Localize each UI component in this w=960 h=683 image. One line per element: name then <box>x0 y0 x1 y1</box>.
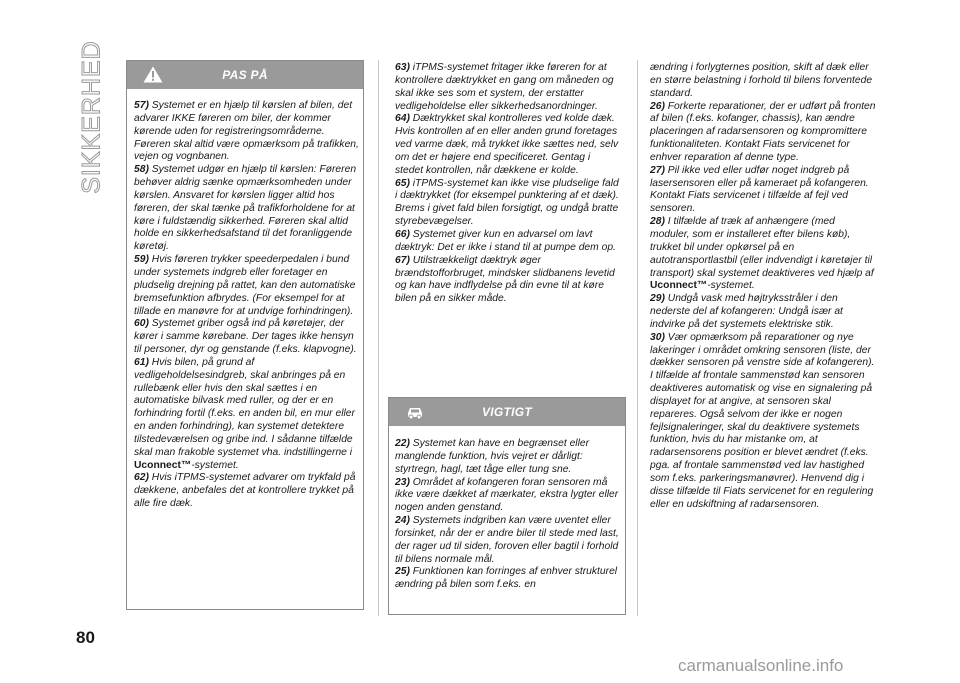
note-item <box>395 229 621 255</box>
note-body: Systemet er en hjælp til kørslen af bilen, det advarer IKKE føreren om biler, der kommer kørende uden for registreringsområderne. Føreren skal altid være opmærksom på trafikken, vejen og vognbanen. <box>134 100 359 163</box>
note-body: Systemet giver kun en advarsel om lavt dæktryk: Det er ikke i stand til at pumpe dem op. <box>395 228 616 253</box>
note-item <box>395 477 621 516</box>
note-number: 26) <box>650 100 665 112</box>
note-number: 24) <box>395 515 410 527</box>
note-number: 28) <box>650 216 665 228</box>
note-item <box>650 332 876 512</box>
note-item <box>134 254 360 318</box>
note-tail: -systemet. <box>191 459 239 471</box>
note-number: 60) <box>134 318 149 330</box>
note-number: 27) <box>650 164 665 176</box>
page-number: 80 <box>76 628 95 647</box>
warning-box-title: PAS PÅ <box>222 68 268 82</box>
note-item <box>395 62 621 113</box>
note-body: iTPMS-systemet fritager ikke føreren for at kontrollere dæktrykket en gang om måneden og skal ikke ses som et system, der erstatter vedligeholdelse eller sikkerhedsanordninger. <box>395 62 614 112</box>
note-number: 29) <box>650 293 665 305</box>
note-body: Hvis iTPMS-systemet advarer om trykfald på dækkene, anbefales det at kontrollere trykket på alle fire dæk. <box>134 472 356 510</box>
note-item <box>650 216 876 293</box>
warning-box-header <box>127 61 363 89</box>
note-item <box>134 100 360 164</box>
note-body: Forkerte reparationer, der er udført på fronten af bilen (f.eks. kofanger, chassis), kan ændre placeringen af radarsensoren og kompromittere funktionaliteten. Kontakt Fiats servicenet for enhver reparation af denne type. <box>650 100 876 163</box>
note-item <box>650 165 876 216</box>
note-number: 22) <box>395 438 410 449</box>
brand-name: Uconnect™ <box>650 280 708 292</box>
note-number: 64) <box>395 113 410 125</box>
note-body: Systemet udgør en hjælp til kørslen: Føreren behøver aldrig sænke opmærksomheden under kørslen. Ansvaret for kørslen ligger altid hos føreren, der skal tænke på trafikforholdene for at køre i fuldstændig sikkerhed. Føreren skal altid holde en sikkerhedsafstand til det foranliggende køretøj. <box>134 164 357 253</box>
note-body: Området af kofangeren foran sensoren må ikke være dækket af mærkater, ekstra lygter eller nogen anden genstand. <box>395 476 619 514</box>
note-number: 66) <box>395 228 410 240</box>
note-item <box>395 438 621 477</box>
important-box-title: VIGTIGT <box>481 405 533 419</box>
section-tab <box>77 40 106 194</box>
note-item <box>395 113 621 177</box>
column-separator-2 <box>637 60 638 616</box>
note-number: 23) <box>395 476 410 488</box>
note-body: Systemet kan have en begrænset eller manglende funktion, hvis vejret er dårligt: styrtregn, hagl, tæt tåge eller tung sne. <box>395 438 590 475</box>
note-number: 63) <box>395 62 410 73</box>
warning-box-text <box>134 100 360 511</box>
note-number: 62) <box>134 472 149 484</box>
note-body: Funktionen kan forringes af enhver strukturel ændring på bilen som f.eks. en <box>395 566 618 591</box>
note-item <box>134 318 360 357</box>
note-number: 67) <box>395 254 410 266</box>
note-number: 59) <box>134 254 149 266</box>
note-item <box>134 472 360 511</box>
note-item <box>395 515 621 566</box>
column-2-text <box>395 62 621 306</box>
note-body: I tilfælde af træk af anhængere (med moduler, som er installeret efter bilens køb), trukket bil under opkørsel på en autotransportlastbil (eller indvendigt i køretøjer til transport) skal systemet deaktiveres ved hjælp af <box>650 216 874 279</box>
note-body: Systemets indgriben kan være uventet eller forsinket, når der er andre biler til stede med last, der rager ud til siden, foroven eller bagtil i forhold til bilens normale mål. <box>395 515 619 565</box>
note-item <box>395 178 621 229</box>
note-body: ændring i forlygternes position, skift af dæk eller en større belastning i forhold til bilens forventede standard. <box>650 62 873 99</box>
note-number: 58) <box>134 164 149 176</box>
note-body: Vær opmærksom på reparationer og nye lakeringer i området omkring sensoren (liste, der dækker sensoren på venstre side af kofangeren). I tilfælde af frontale sammenstød kan sensoren deaktiveres automatisk og vise en signalering på displayet for at angive, at sensoren skal repareres. Også selvom der ikke er nogen fejlsignaleringer, skal du deaktivere systemets funktion, hvis du har mistanke om, at radarsensorens position er blevet ændret (f.eks. pga. af frontale sammenstød ved lav hastighed som f.eks. parkeringsmanøvrer). Henvend dig i disse tilfælde til Fiats servicenet for en regulering eller en udskiftning af radarsensoren. <box>650 331 875 510</box>
note-number: 61) <box>134 356 149 368</box>
note-body: Pil ikke ved eller udfør noget indgreb på lasersensoren eller på kameraet på kofangeren. Kontakt Fiats servicenet i tilfælde af fejl ved sensoren. <box>650 164 869 215</box>
note-number: 30) <box>650 331 665 343</box>
important-box-text <box>395 438 621 592</box>
note-body: iTPMS-systemet kan ikke vise pludselige fald i dæktrykket (for eksempel punktering af et dæk). Brems i givet fald bilen forsigtigt, og undgå bratte styrebevægelser. <box>395 177 619 228</box>
column-3-text <box>650 62 876 512</box>
note-body: Undgå vask med højtryksstråler i den nederste del af kofangeren: Undgå især at indvirke på det systemets elektriske stik. <box>650 293 843 330</box>
watermark: carmanualsonline.info <box>678 656 844 675</box>
important-box-header <box>389 398 625 426</box>
note-body: Dæktrykket skal kontrolleres ved kolde dæk. Hvis kontrollen af en eller anden grund foretages ved varme dæk, må trykket ikke sættes ned, selv om det er højere end specificeret. Gentag i stedet kontrollen, når dækkene er kolde. <box>395 113 619 176</box>
note-body: Hvis bilen, på grund af vedligeholdelsesindgreb, skal anbringes på en rullebænk eller hvis den skal sættes i en automatiske bilvask med ruller, og der er en forhindring fortil (f.eks. en anden bil, en mur eller en anden forhindring), kan systemet detektere tilstedeværelsen og gribe ind. I sådanne tilfælde skal man frakoble systemet vha. indstillingerne i <box>134 356 355 458</box>
brand-name: Uconnect™ <box>134 459 192 471</box>
section-tab-label: SIKKERHED <box>77 40 106 194</box>
note-item <box>650 293 876 332</box>
note-number: 25) <box>395 566 410 578</box>
note-item <box>650 101 876 165</box>
note-item <box>395 566 621 592</box>
note-item <box>650 62 876 101</box>
note-item <box>395 255 621 306</box>
note-item <box>134 164 360 254</box>
note-body: Hvis føreren trykker speederpedalen i bund under systemets indgreb eller foretager en pludselig drejning på rattet, kan den automatiske bremsefunktion afbrydes. (For eksempel for at tillade en manøvre for at undvige forhindringen). <box>134 254 356 317</box>
note-body: Utilstrækkeligt dæktryk øger brændstofforbruget, mindsker slidbanens levetid og kan have indflydelse på din evne til at køre bilen på en sikker måde. <box>395 254 615 305</box>
note-body: Systemet griber også ind på køretøjer, der kører i samme kørebane. Der tages ikke hensyn til personer, dyr og genstande (f.eks. klapvogne). <box>134 318 357 356</box>
note-tail: -systemet. <box>707 280 755 292</box>
note-number: 65) <box>395 177 410 189</box>
column-separator-1 <box>378 60 379 616</box>
note-item <box>134 357 360 473</box>
note-number: 57) <box>134 100 149 111</box>
